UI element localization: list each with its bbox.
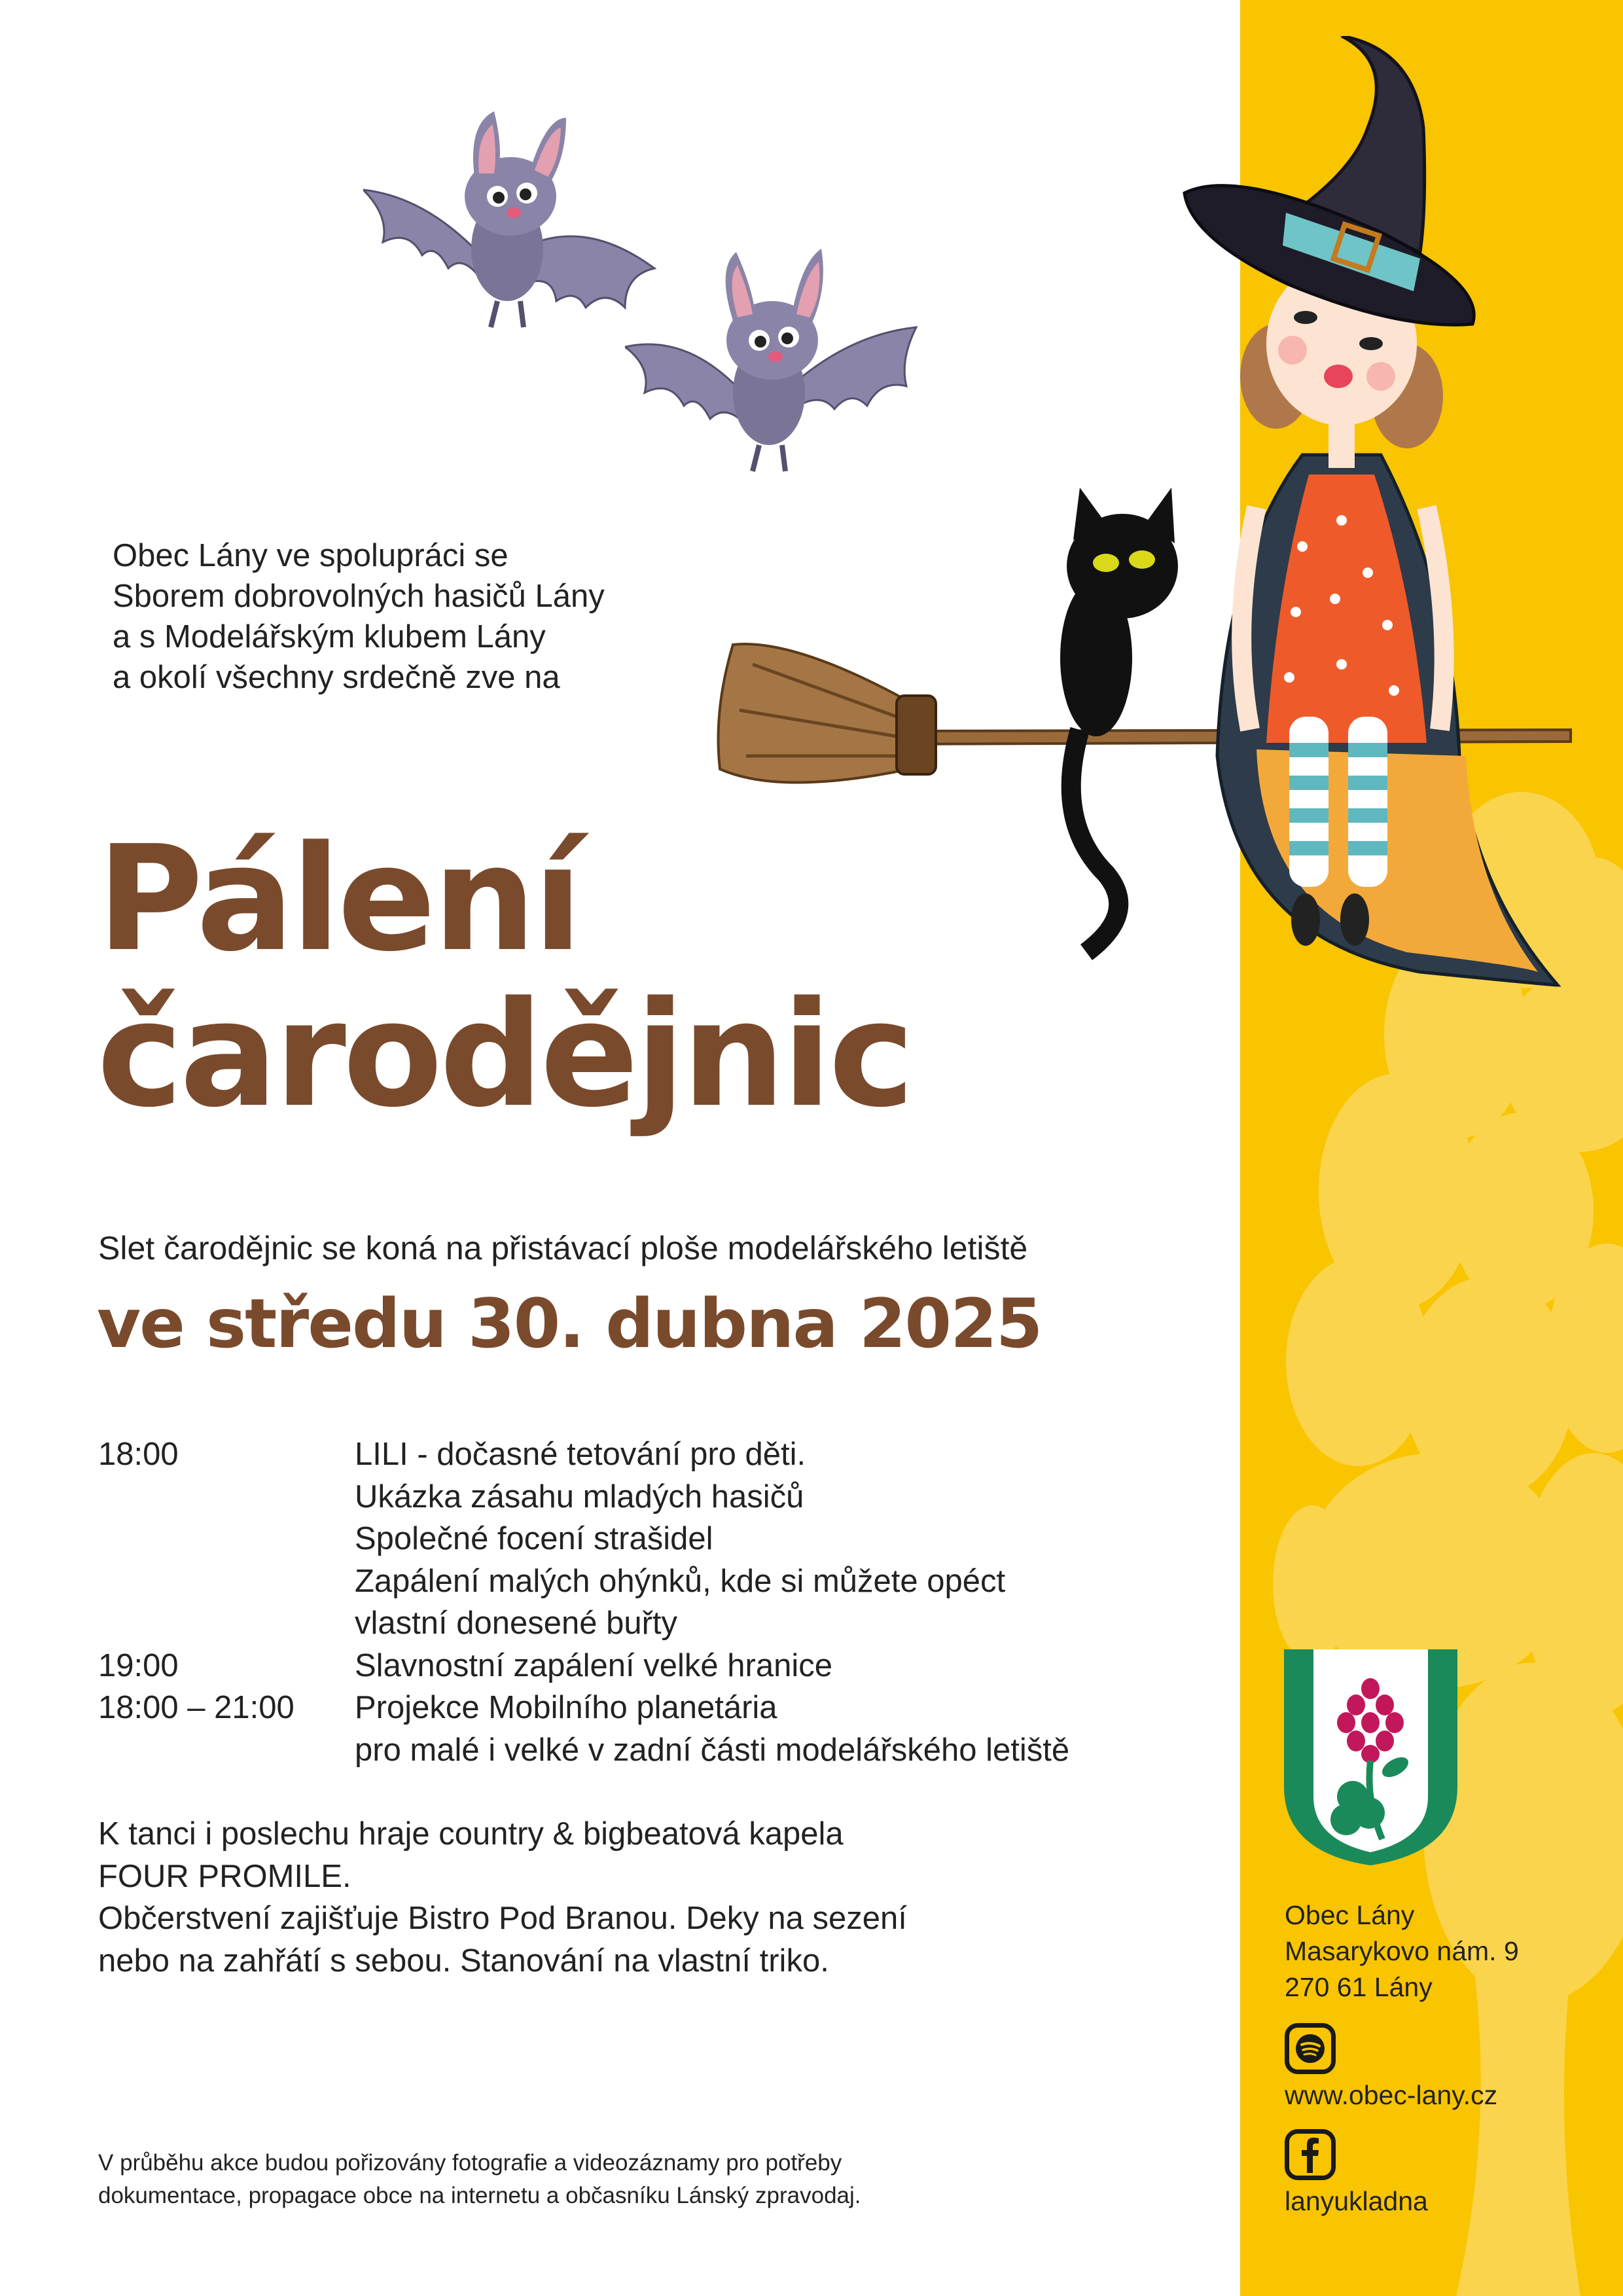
address-line: 270 61 Lány xyxy=(1285,1972,1433,2002)
intro-line: a okolí všechny srdečně zve na xyxy=(113,660,560,695)
municipality-address xyxy=(1285,1897,1519,2005)
facebook-icon[interactable] xyxy=(1285,2129,1336,2180)
facebook-link[interactable]: lanyukladna xyxy=(1285,2186,1428,2216)
program-time: 18:00 xyxy=(98,1437,179,1472)
title-line-2: čarodějnic xyxy=(97,971,912,1139)
program-item: Projekce Mobilního planetária xyxy=(355,1690,777,1725)
program-item: Slavnostní zapálení velké hranice xyxy=(355,1647,832,1683)
photo-disclaimer xyxy=(98,2147,861,2212)
program-time: 18:00 – 21:00 xyxy=(98,1690,294,1725)
program-row xyxy=(98,1433,1069,1645)
address-line: Masarykovo nám. 9 xyxy=(1285,1936,1519,1966)
program-item: Společné focení strašidel xyxy=(355,1521,713,1556)
address-line: Obec Lány xyxy=(1285,1900,1415,1930)
footnote-line: dokumentace, propagace obce na internetu a občasníku Lánský zpravodaj. xyxy=(98,2183,861,2208)
bat-illustration xyxy=(363,111,658,340)
program-item: LILI - dočasné tetování pro děti. xyxy=(355,1437,806,1472)
intro-line: Obec Lány ve spolupráci se xyxy=(113,538,508,573)
footnote-line: V průběhu akce budou pořizovány fotografie a videozáznamy pro potřeby xyxy=(98,2150,842,2176)
info-line: nebo na zahřátí s sebou. Stanování na vlastní triko. xyxy=(98,1943,829,1979)
event-date: ve středu 30. dubna 2025 xyxy=(97,1285,1042,1363)
program-row xyxy=(98,1687,1069,1771)
program-row xyxy=(98,1645,1069,1687)
program-time: 19:00 xyxy=(98,1647,179,1683)
info-line: Občerstvení zajišťuje Bistro Pod Branou. Deky na sezení xyxy=(98,1901,907,1936)
intro-text xyxy=(113,535,832,698)
program-item: Ukázka zásahu mladých hasičů xyxy=(355,1479,804,1515)
program-schedule xyxy=(98,1433,1069,1771)
spotify-glyph xyxy=(1294,2032,1327,2065)
website-link[interactable]: www.obec-lany.cz xyxy=(1285,2080,1498,2110)
info-line: FOUR PROMILE. xyxy=(98,1858,351,1894)
facebook-glyph xyxy=(1297,2136,1323,2173)
info-line: K tanci i poslechu hraje country & bigbeatová kapela xyxy=(98,1816,844,1852)
program-item: pro malé i velké v zadní části modelářského letiště xyxy=(355,1732,1070,1768)
program-item: vlastní donesené buřty xyxy=(355,1605,678,1641)
title-line-1: Pálení xyxy=(97,815,580,984)
event-subtitle: Slet čarodějnic se koná na přistávací ploše modelářského letiště xyxy=(98,1230,1028,1266)
program-item: Zapálení malých ohýnků, kde si můžete opéct xyxy=(355,1563,1006,1599)
spotify-icon[interactable] xyxy=(1285,2023,1336,2074)
event-title xyxy=(97,815,912,1139)
municipal-crest xyxy=(1284,1649,1457,1865)
event-info xyxy=(98,1813,907,1982)
intro-line: Sborem dobrovolných hasičů Lány xyxy=(113,579,605,614)
intro-line: a s Modelářským klubem Lány xyxy=(113,619,546,655)
